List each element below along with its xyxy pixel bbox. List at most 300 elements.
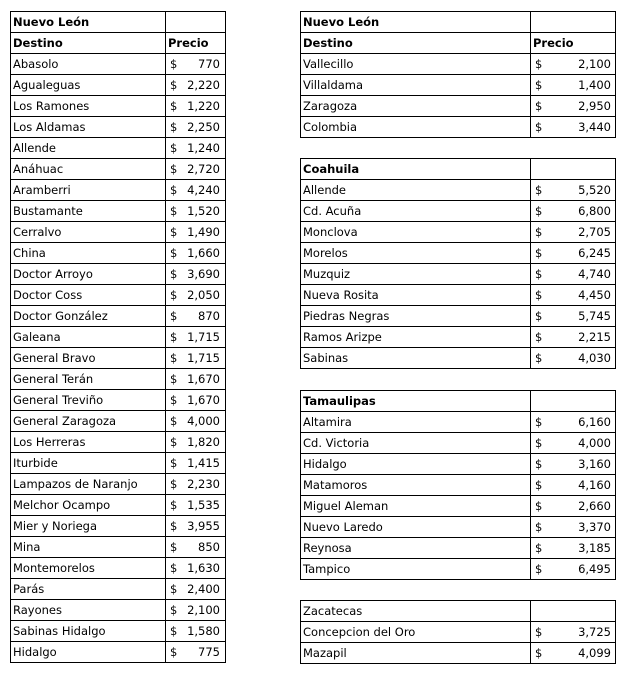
- price-amount: 6,495: [578, 561, 611, 576]
- currency-symbol: $: [535, 99, 543, 113]
- price-value: [168, 54, 223, 74]
- column-header-precio[interactable]: Precio: [166, 33, 226, 54]
- price-amount: 5,745: [578, 309, 611, 324]
- table-row: [11, 264, 226, 285]
- price-value: [168, 306, 223, 326]
- table-row: [301, 327, 616, 348]
- table-row: [11, 411, 226, 432]
- destino-cell[interactable]: Vallecillo: [301, 54, 531, 75]
- table-row: [11, 222, 226, 243]
- destino-cell[interactable]: General Terán: [11, 369, 166, 390]
- destino-cell[interactable]: Reynosa: [301, 537, 531, 558]
- price-cell[interactable]: [166, 348, 226, 369]
- price-cell[interactable]: [531, 306, 616, 327]
- price-value: [533, 180, 613, 200]
- price-amount: 2,220: [187, 78, 220, 92]
- table-row: [11, 432, 226, 453]
- currency-symbol: $: [170, 456, 178, 470]
- price-cell[interactable]: [531, 643, 616, 664]
- price-value: [533, 243, 613, 263]
- price-value: [533, 412, 613, 432]
- currency-symbol: $: [170, 372, 178, 386]
- currency-symbol: $: [170, 393, 178, 407]
- price-value: [533, 327, 613, 347]
- price-amount: 2,950: [578, 99, 611, 113]
- table-row: [11, 117, 226, 138]
- price-amount: 2,705: [578, 225, 611, 240]
- price-value: [168, 348, 223, 368]
- currency-symbol: $: [535, 120, 543, 134]
- destino-cell[interactable]: Anáhuac: [11, 159, 166, 180]
- nuevo-leon-price-table: [10, 11, 226, 663]
- table-row: [11, 96, 226, 117]
- table-row: [11, 180, 226, 201]
- price-value: [533, 285, 613, 305]
- table-row: [11, 285, 226, 306]
- price-amount: 6,800: [578, 204, 611, 219]
- price-cell[interactable]: [166, 579, 226, 600]
- destino-cell[interactable]: Los Ramones: [11, 96, 166, 117]
- currency-symbol: $: [535, 498, 543, 513]
- destino-cell[interactable]: Miguel Aleman: [301, 495, 531, 516]
- destino-cell[interactable]: Muzquiz: [301, 264, 531, 285]
- price-value: [168, 411, 223, 431]
- table-row: [11, 558, 226, 579]
- price-cell[interactable]: [166, 495, 226, 516]
- destino-cell[interactable]: Abasolo: [11, 54, 166, 75]
- price-cell[interactable]: [166, 243, 226, 264]
- price-value: [168, 96, 223, 116]
- price-cell[interactable]: [531, 411, 616, 432]
- destino-cell[interactable]: Zaragoza: [301, 96, 531, 117]
- price-cell[interactable]: [531, 622, 616, 643]
- price-amount: 6,160: [578, 414, 611, 429]
- destino-cell[interactable]: Mier y Noriega: [11, 516, 166, 537]
- currency-symbol: $: [535, 246, 543, 261]
- price-amount: 1,670: [187, 372, 220, 386]
- destino-cell[interactable]: Doctor González: [11, 306, 166, 327]
- price-amount: 4,450: [578, 288, 611, 303]
- table-row: [11, 621, 226, 642]
- price-value: [168, 495, 223, 515]
- table-row: [11, 369, 226, 390]
- currency-symbol: $: [170, 351, 178, 365]
- table-row: [11, 642, 226, 663]
- price-amount: 1,660: [187, 246, 220, 260]
- price-cell[interactable]: [166, 411, 226, 432]
- destino-cell[interactable]: Morelos: [301, 243, 531, 264]
- price-value: [168, 117, 223, 137]
- table-row: [301, 643, 616, 664]
- destino-cell[interactable]: Colombia: [301, 117, 531, 138]
- price-cell[interactable]: [166, 201, 226, 222]
- price-value: [168, 138, 223, 158]
- section-title-row: [301, 12, 616, 33]
- price-cell[interactable]: [531, 432, 616, 453]
- price-amount: 1,220: [187, 99, 220, 113]
- currency-symbol: $: [535, 540, 543, 555]
- table-row: [11, 495, 226, 516]
- price-value: [533, 496, 613, 516]
- price-amount: 4,000: [578, 435, 611, 450]
- table-row: [301, 348, 616, 369]
- price-amount: 4,240: [187, 183, 220, 197]
- price-amount: 3,725: [578, 625, 611, 640]
- currency-symbol: $: [170, 477, 178, 491]
- section-title-row: [301, 159, 616, 180]
- section-title[interactable]: Zacatecas: [301, 601, 531, 622]
- destino-cell[interactable]: Montemorelos: [11, 558, 166, 579]
- price-value: [533, 433, 613, 453]
- table-row: [11, 453, 226, 474]
- currency-symbol: $: [170, 603, 178, 617]
- price-value: [168, 222, 223, 242]
- destino-cell[interactable]: China: [11, 243, 166, 264]
- currency-symbol: $: [170, 246, 178, 260]
- empty-cell[interactable]: [531, 601, 616, 622]
- section-title[interactable]: Coahuila: [301, 159, 531, 180]
- price-cell[interactable]: [166, 453, 226, 474]
- price-cell[interactable]: [166, 306, 226, 327]
- currency-symbol: $: [170, 288, 178, 302]
- currency-symbol: $: [535, 309, 543, 324]
- price-cell[interactable]: [166, 516, 226, 537]
- currency-symbol: $: [170, 582, 178, 596]
- spacer-row: [301, 138, 616, 159]
- price-amount: 2,100: [578, 57, 611, 71]
- price-value: [168, 390, 223, 410]
- destino-cell[interactable]: General Zaragoza: [11, 411, 166, 432]
- price-value: [168, 579, 223, 599]
- price-amount: 3,690: [187, 267, 220, 281]
- price-value: [533, 201, 613, 221]
- price-amount: 2,720: [187, 162, 220, 176]
- price-cell[interactable]: [531, 54, 616, 75]
- price-value: [533, 306, 613, 326]
- price-amount: 1,535: [187, 498, 220, 512]
- price-cell[interactable]: [531, 558, 616, 579]
- table-row: [11, 243, 226, 264]
- price-cell[interactable]: [531, 495, 616, 516]
- price-amount: 3,440: [578, 120, 611, 134]
- currency-symbol: $: [535, 225, 543, 240]
- spacer-row: [301, 579, 616, 600]
- currency-symbol: $: [170, 435, 178, 449]
- price-cell[interactable]: [166, 369, 226, 390]
- destino-cell[interactable]: Los Herreras: [11, 432, 166, 453]
- price-cell[interactable]: [166, 558, 226, 579]
- destino-cell[interactable]: Sabinas: [301, 348, 531, 369]
- destino-cell[interactable]: Nueva Rosita: [301, 285, 531, 306]
- price-cell[interactable]: [531, 474, 616, 495]
- destino-cell[interactable]: Hidalgo: [301, 453, 531, 474]
- price-amount: 2,100: [187, 603, 220, 617]
- price-cell[interactable]: [166, 96, 226, 117]
- currency-symbol: $: [170, 99, 178, 113]
- table-row: [301, 622, 616, 643]
- price-value: [533, 559, 613, 579]
- currency-symbol: $: [535, 456, 543, 471]
- price-cell[interactable]: [531, 201, 616, 222]
- price-value: [168, 621, 223, 641]
- column-header-destino[interactable]: Destino: [11, 33, 166, 54]
- currency-symbol: $: [535, 183, 543, 198]
- price-cell[interactable]: [166, 432, 226, 453]
- currency-symbol: $: [170, 267, 178, 281]
- header-row: [11, 33, 226, 54]
- price-cell[interactable]: [531, 117, 616, 138]
- table-row: [11, 306, 226, 327]
- price-amount: 4,160: [578, 477, 611, 492]
- destino-cell[interactable]: Hidalgo: [11, 642, 166, 663]
- table-row: [301, 180, 616, 201]
- destino-cell[interactable]: Cd. Victoria: [301, 432, 531, 453]
- table-row: [301, 411, 616, 432]
- destino-cell[interactable]: Parás: [11, 579, 166, 600]
- price-amount: 1,630: [187, 561, 220, 575]
- currency-symbol: $: [535, 646, 543, 661]
- table-row: [301, 558, 616, 579]
- price-cell[interactable]: [166, 75, 226, 96]
- table-row: [11, 159, 226, 180]
- currency-symbol: $: [535, 330, 543, 345]
- price-amount: 870: [198, 309, 220, 323]
- price-value: [533, 517, 613, 537]
- destino-cell[interactable]: Cd. Acuña: [301, 201, 531, 222]
- currency-symbol: $: [170, 330, 178, 344]
- price-value: [168, 201, 223, 221]
- currency-symbol: $: [535, 519, 543, 534]
- price-value: [168, 327, 223, 347]
- price-cell[interactable]: [531, 327, 616, 348]
- price-amount: 6,245: [578, 246, 611, 261]
- destino-cell[interactable]: Tampico: [301, 558, 531, 579]
- column-header-precio[interactable]: Precio: [531, 33, 616, 54]
- table-row: [11, 600, 226, 621]
- destino-cell[interactable]: Nuevo Laredo: [301, 516, 531, 537]
- destino-cell[interactable]: Villaldama: [301, 75, 531, 96]
- section-title[interactable]: Nuevo León: [301, 12, 531, 33]
- price-amount: 4,030: [578, 351, 611, 366]
- price-cell[interactable]: [166, 537, 226, 558]
- destino-cell[interactable]: Lampazos de Naranjo: [11, 474, 166, 495]
- currency-symbol: $: [535, 477, 543, 492]
- currency-symbol: $: [535, 204, 543, 219]
- price-value: [533, 538, 613, 558]
- price-amount: 1,820: [187, 435, 220, 449]
- currency-symbol: $: [535, 435, 543, 450]
- empty-cell[interactable]: [166, 12, 226, 33]
- price-amount: 1,400: [578, 78, 611, 92]
- price-cell[interactable]: [531, 180, 616, 201]
- table-row: [11, 516, 226, 537]
- price-value: [168, 600, 223, 620]
- destino-cell[interactable]: Aramberri: [11, 180, 166, 201]
- price-cell[interactable]: [166, 159, 226, 180]
- price-cell[interactable]: [166, 474, 226, 495]
- price-amount: 4,099: [578, 646, 611, 661]
- price-cell[interactable]: [531, 222, 616, 243]
- price-amount: 3,370: [578, 519, 611, 534]
- price-cell[interactable]: [166, 180, 226, 201]
- price-value: [168, 285, 223, 305]
- table-row: [301, 432, 616, 453]
- currency-symbol: $: [535, 414, 543, 429]
- destino-cell[interactable]: Altamira: [301, 411, 531, 432]
- destino-cell[interactable]: Sabinas Hidalgo: [11, 621, 166, 642]
- currency-symbol: $: [170, 519, 178, 533]
- price-amount: 2,230: [187, 477, 220, 491]
- table-row: [11, 474, 226, 495]
- table-row: [301, 54, 616, 75]
- destino-cell[interactable]: General Bravo: [11, 348, 166, 369]
- empty-cell[interactable]: [531, 12, 616, 33]
- price-amount: 775: [198, 645, 220, 659]
- destino-cell[interactable]: Piedras Negras: [301, 306, 531, 327]
- table-row: [301, 75, 616, 96]
- price-cell[interactable]: [531, 243, 616, 264]
- price-amount: 770: [198, 57, 220, 71]
- table-row: [11, 54, 226, 75]
- currency-symbol: $: [170, 141, 178, 155]
- price-amount: 3,185: [578, 540, 611, 555]
- currency-symbol: $: [535, 561, 543, 576]
- currency-symbol: $: [170, 645, 178, 659]
- price-value: [533, 454, 613, 474]
- price-value: [533, 643, 613, 663]
- destino-cell[interactable]: Mazapil: [301, 643, 531, 664]
- price-amount: 1,580: [187, 624, 220, 638]
- section-title[interactable]: Tamaulipas: [301, 390, 531, 411]
- currency-symbol: $: [170, 540, 178, 554]
- section-title-row: [301, 601, 616, 622]
- price-value: [533, 348, 613, 368]
- section-title-row: [11, 12, 226, 33]
- price-amount: 1,520: [187, 204, 220, 218]
- table-row: [11, 201, 226, 222]
- price-amount: 4,000: [187, 414, 220, 428]
- spacer: [531, 579, 616, 600]
- destino-cell[interactable]: Melchor Ocampo: [11, 495, 166, 516]
- price-amount: 1,715: [187, 330, 220, 344]
- price-value: [533, 96, 613, 116]
- price-value: [168, 642, 223, 662]
- price-cell[interactable]: [166, 264, 226, 285]
- currency-symbol: $: [535, 288, 543, 303]
- price-cell[interactable]: [166, 54, 226, 75]
- price-cell[interactable]: [531, 516, 616, 537]
- price-amount: 3,160: [578, 456, 611, 471]
- destino-cell[interactable]: Matamoros: [301, 474, 531, 495]
- currency-symbol: $: [170, 225, 178, 239]
- destino-cell[interactable]: Agualeguas: [11, 75, 166, 96]
- currency-symbol: $: [170, 120, 178, 134]
- price-amount: 4,740: [578, 267, 611, 282]
- price-cell[interactable]: [166, 642, 226, 663]
- price-cell[interactable]: [166, 138, 226, 159]
- table-row: [301, 201, 616, 222]
- destino-cell[interactable]: Los Aldamas: [11, 117, 166, 138]
- destino-cell[interactable]: Rayones: [11, 600, 166, 621]
- destino-cell[interactable]: Iturbide: [11, 453, 166, 474]
- price-cell[interactable]: [166, 222, 226, 243]
- destino-cell[interactable]: Ramos Arizpe: [301, 327, 531, 348]
- destino-cell[interactable]: Concepcion del Oro: [301, 622, 531, 643]
- section-title-row: [301, 390, 616, 411]
- table-row: [301, 453, 616, 474]
- price-cell[interactable]: [166, 285, 226, 306]
- price-cell[interactable]: [166, 327, 226, 348]
- currency-symbol: $: [535, 78, 543, 92]
- price-value: [168, 180, 223, 200]
- destino-cell[interactable]: Cerralvo: [11, 222, 166, 243]
- price-value: [533, 222, 613, 242]
- currency-symbol: $: [535, 57, 543, 71]
- price-value: [168, 453, 223, 473]
- table-row: [11, 390, 226, 411]
- currency-symbol: $: [170, 57, 178, 71]
- section-title[interactable]: Nuevo León: [11, 12, 166, 33]
- spacer: [301, 369, 531, 390]
- price-cell[interactable]: [166, 390, 226, 411]
- spacer: [301, 138, 531, 159]
- price-amount: 2,400: [187, 582, 220, 596]
- price-cell[interactable]: [531, 75, 616, 96]
- table-row: [301, 222, 616, 243]
- currency-symbol: $: [170, 561, 178, 575]
- price-cell[interactable]: [166, 117, 226, 138]
- price-cell[interactable]: [531, 264, 616, 285]
- price-cell[interactable]: [531, 348, 616, 369]
- column-header-destino[interactable]: Destino: [301, 33, 531, 54]
- empty-cell[interactable]: [531, 390, 616, 411]
- price-value: [533, 475, 613, 495]
- price-cell[interactable]: [531, 453, 616, 474]
- price-cell[interactable]: [531, 537, 616, 558]
- price-cell[interactable]: [166, 621, 226, 642]
- destino-cell[interactable]: Doctor Arroyo: [11, 264, 166, 285]
- destino-cell[interactable]: Mina: [11, 537, 166, 558]
- destino-cell[interactable]: Galeana: [11, 327, 166, 348]
- price-value: [533, 117, 613, 137]
- destino-cell[interactable]: General Treviño: [11, 390, 166, 411]
- table-row: [11, 579, 226, 600]
- currency-symbol: $: [170, 414, 178, 428]
- destino-cell[interactable]: Allende: [301, 180, 531, 201]
- price-value: [168, 159, 223, 179]
- currency-symbol: $: [170, 183, 178, 197]
- currency-symbol: $: [170, 498, 178, 512]
- destino-cell[interactable]: Allende: [11, 138, 166, 159]
- price-value: [168, 432, 223, 452]
- destino-cell[interactable]: Monclova: [301, 222, 531, 243]
- table-row: [301, 537, 616, 558]
- header-row: [301, 33, 616, 54]
- destino-cell[interactable]: Doctor Coss: [11, 285, 166, 306]
- price-value: [168, 75, 223, 95]
- price-cell[interactable]: [531, 285, 616, 306]
- table-row: [301, 306, 616, 327]
- price-value: [168, 516, 223, 536]
- price-value: [533, 264, 613, 284]
- price-cell[interactable]: [166, 600, 226, 621]
- destino-cell[interactable]: Bustamante: [11, 201, 166, 222]
- price-cell[interactable]: [531, 96, 616, 117]
- price-value: [168, 243, 223, 263]
- price-value: [533, 622, 613, 642]
- spacer: [531, 369, 616, 390]
- empty-cell[interactable]: [531, 159, 616, 180]
